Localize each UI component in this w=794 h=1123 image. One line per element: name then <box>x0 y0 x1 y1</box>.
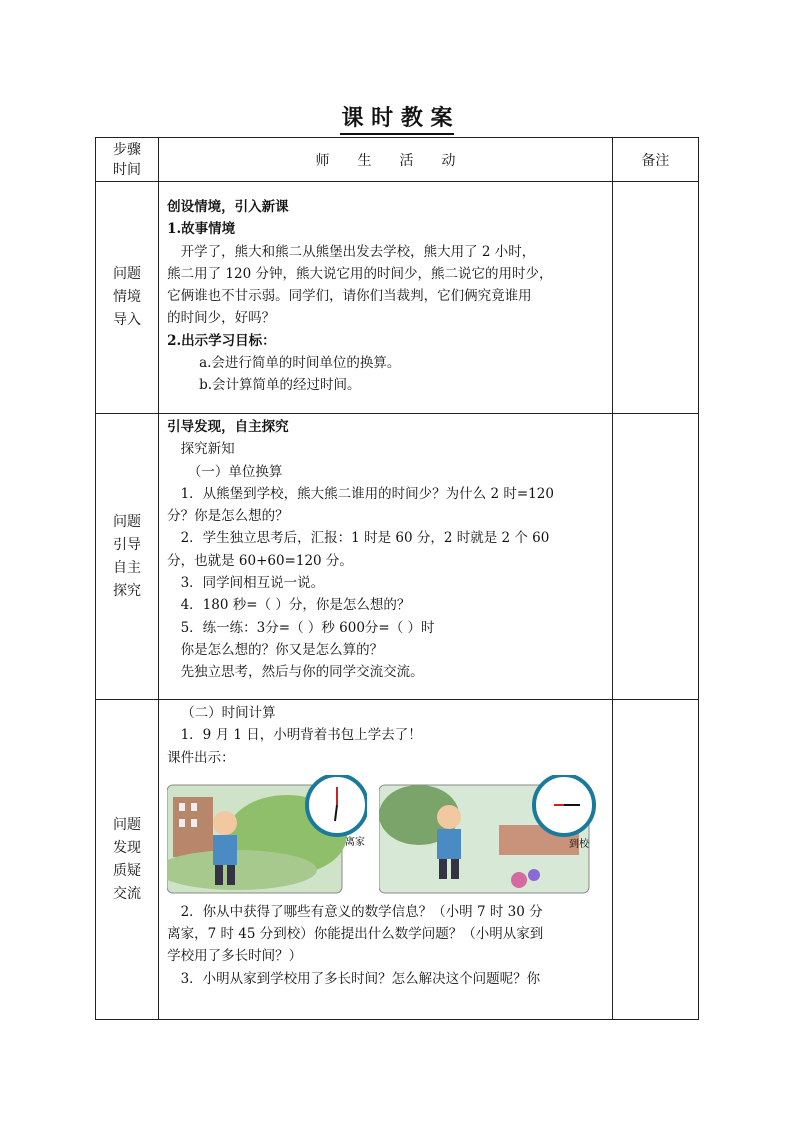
courseware-pictures <box>167 775 606 895</box>
header-activity: 师 生 活 动 <box>159 138 613 182</box>
text-line: b.会计算简单的经过时间。 <box>199 377 361 394</box>
table-row <box>96 182 699 414</box>
text-line: 5．练一练：3分=（ ）秒 600分=（ ）时 <box>167 619 435 636</box>
text-line: 2．你从中获得了哪些有意义的数学信息？（小明 7 时 30 分 <box>167 903 543 920</box>
text-line: 1．9 月 1 日，小明背着书包上学去了！ <box>167 727 422 744</box>
header-step-time: 步骤 时间 <box>96 138 159 182</box>
header-note: 备注 <box>612 138 698 182</box>
leave-home-picture <box>167 775 367 895</box>
text-line: 创设情境，引入新课 <box>167 199 289 215</box>
row-note-3 <box>612 700 698 1020</box>
text-line: （一）单位换算 <box>181 463 283 480</box>
text-line: 分？你是怎么想的？ <box>167 508 289 525</box>
row-label-2: 问题 引导 自主 探究 <box>96 414 159 700</box>
text-line: 3．同学间相互说一说。 <box>167 575 325 592</box>
text-line: 探究新知 <box>167 441 235 458</box>
text-line: a.会进行简单的时间单位的换算。 <box>199 355 401 372</box>
text-line: 课件出示： <box>167 749 235 766</box>
table-row <box>96 700 699 1020</box>
row-note-1 <box>612 182 698 414</box>
text-line: 2.出示学习目标： <box>167 332 276 349</box>
text-line: 引导发现，自主探究 <box>167 419 289 435</box>
row-content-3 <box>159 700 613 1020</box>
text-line: 学校用了多长时间？） <box>167 948 303 965</box>
arrive-school-picture <box>379 775 590 895</box>
text-line: 1.故事情境 <box>167 221 236 238</box>
text-line: 的时间少，好吗？ <box>167 310 276 327</box>
text-line: 4．180 秒=（ ）分，你是怎么想的？ <box>167 597 411 614</box>
lesson-plan-table <box>95 137 699 1020</box>
svg-text:到校: 到校 <box>569 838 590 850</box>
text-line: 熊二用了 120 分钟，熊大说它用的时间少，熊二说它的用时少， <box>167 265 553 282</box>
text-line: 分，也就是 60+60=120 分。 <box>167 552 353 569</box>
text-line: 离家，7 时 45 分到校）你能提出什么数学问题？（小明从家到 <box>167 926 544 943</box>
svg-text:离家: 离家 <box>345 836 366 848</box>
row-note-2 <box>612 414 698 700</box>
row-content-1 <box>159 182 613 414</box>
text-line: 3．小明从家到学校用了多长时间？怎么解决这个问题呢？你 <box>167 970 541 987</box>
row-label-1: 问题 情境 导入 <box>96 182 159 414</box>
text-line: 它俩谁也不甘示弱。同学们，请你们当裁判，它们俩究竟谁用 <box>167 288 532 305</box>
row-content-2 <box>159 414 613 700</box>
text-line: 你是怎么想的？你又是怎么算的？ <box>167 641 384 658</box>
text-line: 开学了，熊大和熊二从熊堡出发去学校，熊大用了 2 小时， <box>167 243 536 260</box>
page-title: 课 时 教 案 <box>0 101 794 135</box>
text-line: 2．学生独立思考后，汇报：1 时是 60 分，2 时就是 2 个 60 <box>167 530 550 547</box>
text-line: （二）时间计算 <box>181 705 276 721</box>
text-line: 1．从熊堡到学校，熊大熊二谁用的时间少？为什么 2 时=120 <box>167 485 554 502</box>
table-header-row <box>96 138 699 182</box>
table-row <box>96 414 699 700</box>
row-label-3: 问题 发现 质疑 交流 <box>96 700 159 1020</box>
text-line: 先独立思考，然后与你的同学交流交流。 <box>167 664 424 681</box>
